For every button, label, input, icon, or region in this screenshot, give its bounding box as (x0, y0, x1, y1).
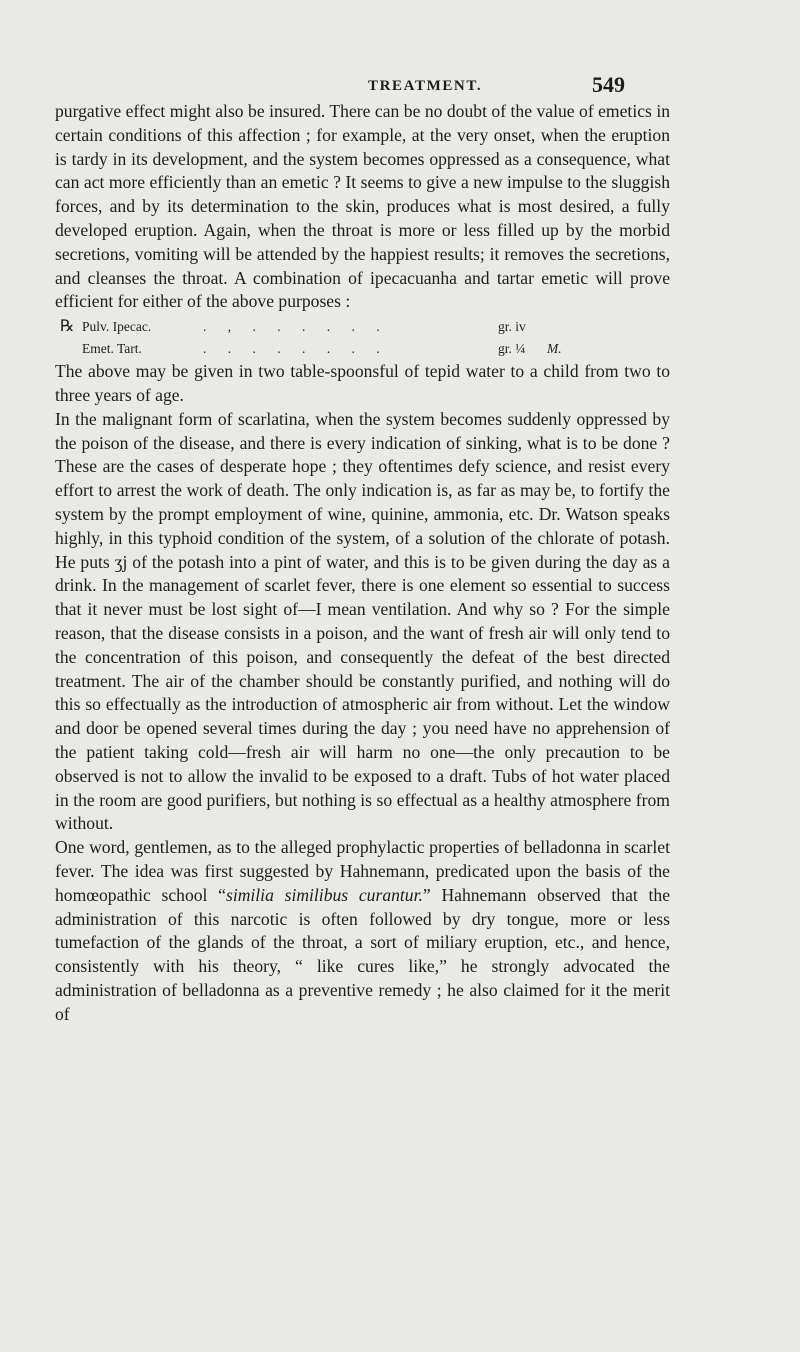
belladonna-text-after: ” Hahnemann observed that the administration of this narcotic is often followed by dry tongue, more or less tumefaction of the glands of the throat, a sort of miliary eruption, etc., and hence, consistently with his theory, “ like cures like,” he strongly advocated the administration of belladonna as a preventive remedy ; he also claimed for it the merit of (55, 884, 671, 1024)
paragraph-emetics: purgative effect might also be insured. There can be no doubt of the value of emetics in certain conditions of this affection ; for example, at the very onset, when the eruption is tardy in its development, and the system becomes oppressed as a consequence, what can act more efficiently than an emetic ? It seems to give a new impulse to the sluggish forces, and by its determination to the skin, produces what is most desired, a fully developed eruption. Again, when the throat is more or less filled up by the morbid secretions, vomiting will be attended by the happiest results; it removes the secretions, and cleanses the throat. A combination of ipecacuanha and tartar emetic will prove efficient for either of the above purposes : (55, 101, 670, 312)
prescription-dose: gr. ¼ (498, 341, 526, 357)
paragraph-malignant-form: In the malignant form of scarlatina, when the system becomes suddenly oppressed by the poison of the disease, and there is every indication of sinking, what is to be done ? These are the cases of desperate hope ; they oftentimes defy science, and resist every effort to arrest the work of death. The only indication is, as far as may be, to fortify the system by the prompt employment of wine, quinine, ammonia, etc. Dr. Watson speaks highly, in this typhoid condition of the system, of a solution of the chlorate of potash. He puts ʒj of the potash into a pint of water, and this is to be given during the day as a drink. In the management of scarlet fever, there is one element so essential to success that it never must be lost sight of—I mean ventilation. And why so ? For the simple reason, that the disease consists in a poison, and the want of fresh air will only tend to the concentration of this poison, and consequently the defeat of the best directed treatment. The air of the chamber should be constantly purified, and nothing will do this so effectually as the introduction of atmospheric air from without. Let the window and door be opened several times during the day ; you need have no apprehension of the patient taking cold—fresh air will harm no one—the only precaution to be observed is not to allow the invalid to be exposed to a draft. Tubs of hot water placed in the room are good purifiers, but nothing is so effectual as a healthy atmosphere from without. (55, 408, 670, 834)
body-text (55, 100, 670, 1026)
prescription-dose: gr. iv (498, 319, 526, 335)
recipe-symbol: ℞ (60, 318, 75, 336)
prescription-leader: . . . . . . . . (203, 341, 389, 357)
page-header (0, 58, 800, 98)
paragraph-dosage: The above may be given in two table-spoonsful of tepid water to a child from two to three years of age. (55, 361, 670, 405)
prescription-signa: M. (547, 341, 562, 357)
prescription-drug: Emet. Tart. (82, 341, 142, 357)
page-number: 549 (592, 72, 625, 97)
prescription-drug: Pulv. Ipecac. (82, 319, 152, 335)
belladonna-text-before: One word, gentlemen, as to the alleged prophylactic properties of belladonna in scarlet fever. The idea was first suggested by Hahnemann, predicated upon the basis of the homœopathic school “ (55, 837, 670, 905)
paragraph-belladonna (55, 836, 670, 1026)
prescription-line (55, 337, 670, 359)
prescription (55, 314, 670, 360)
running-head: TREATMENT. (368, 78, 483, 94)
prescription-line (55, 315, 670, 337)
prescription-leader: . , . . . . . . (203, 319, 389, 335)
latin-phrase: similia similibus curantur. (225, 884, 423, 905)
